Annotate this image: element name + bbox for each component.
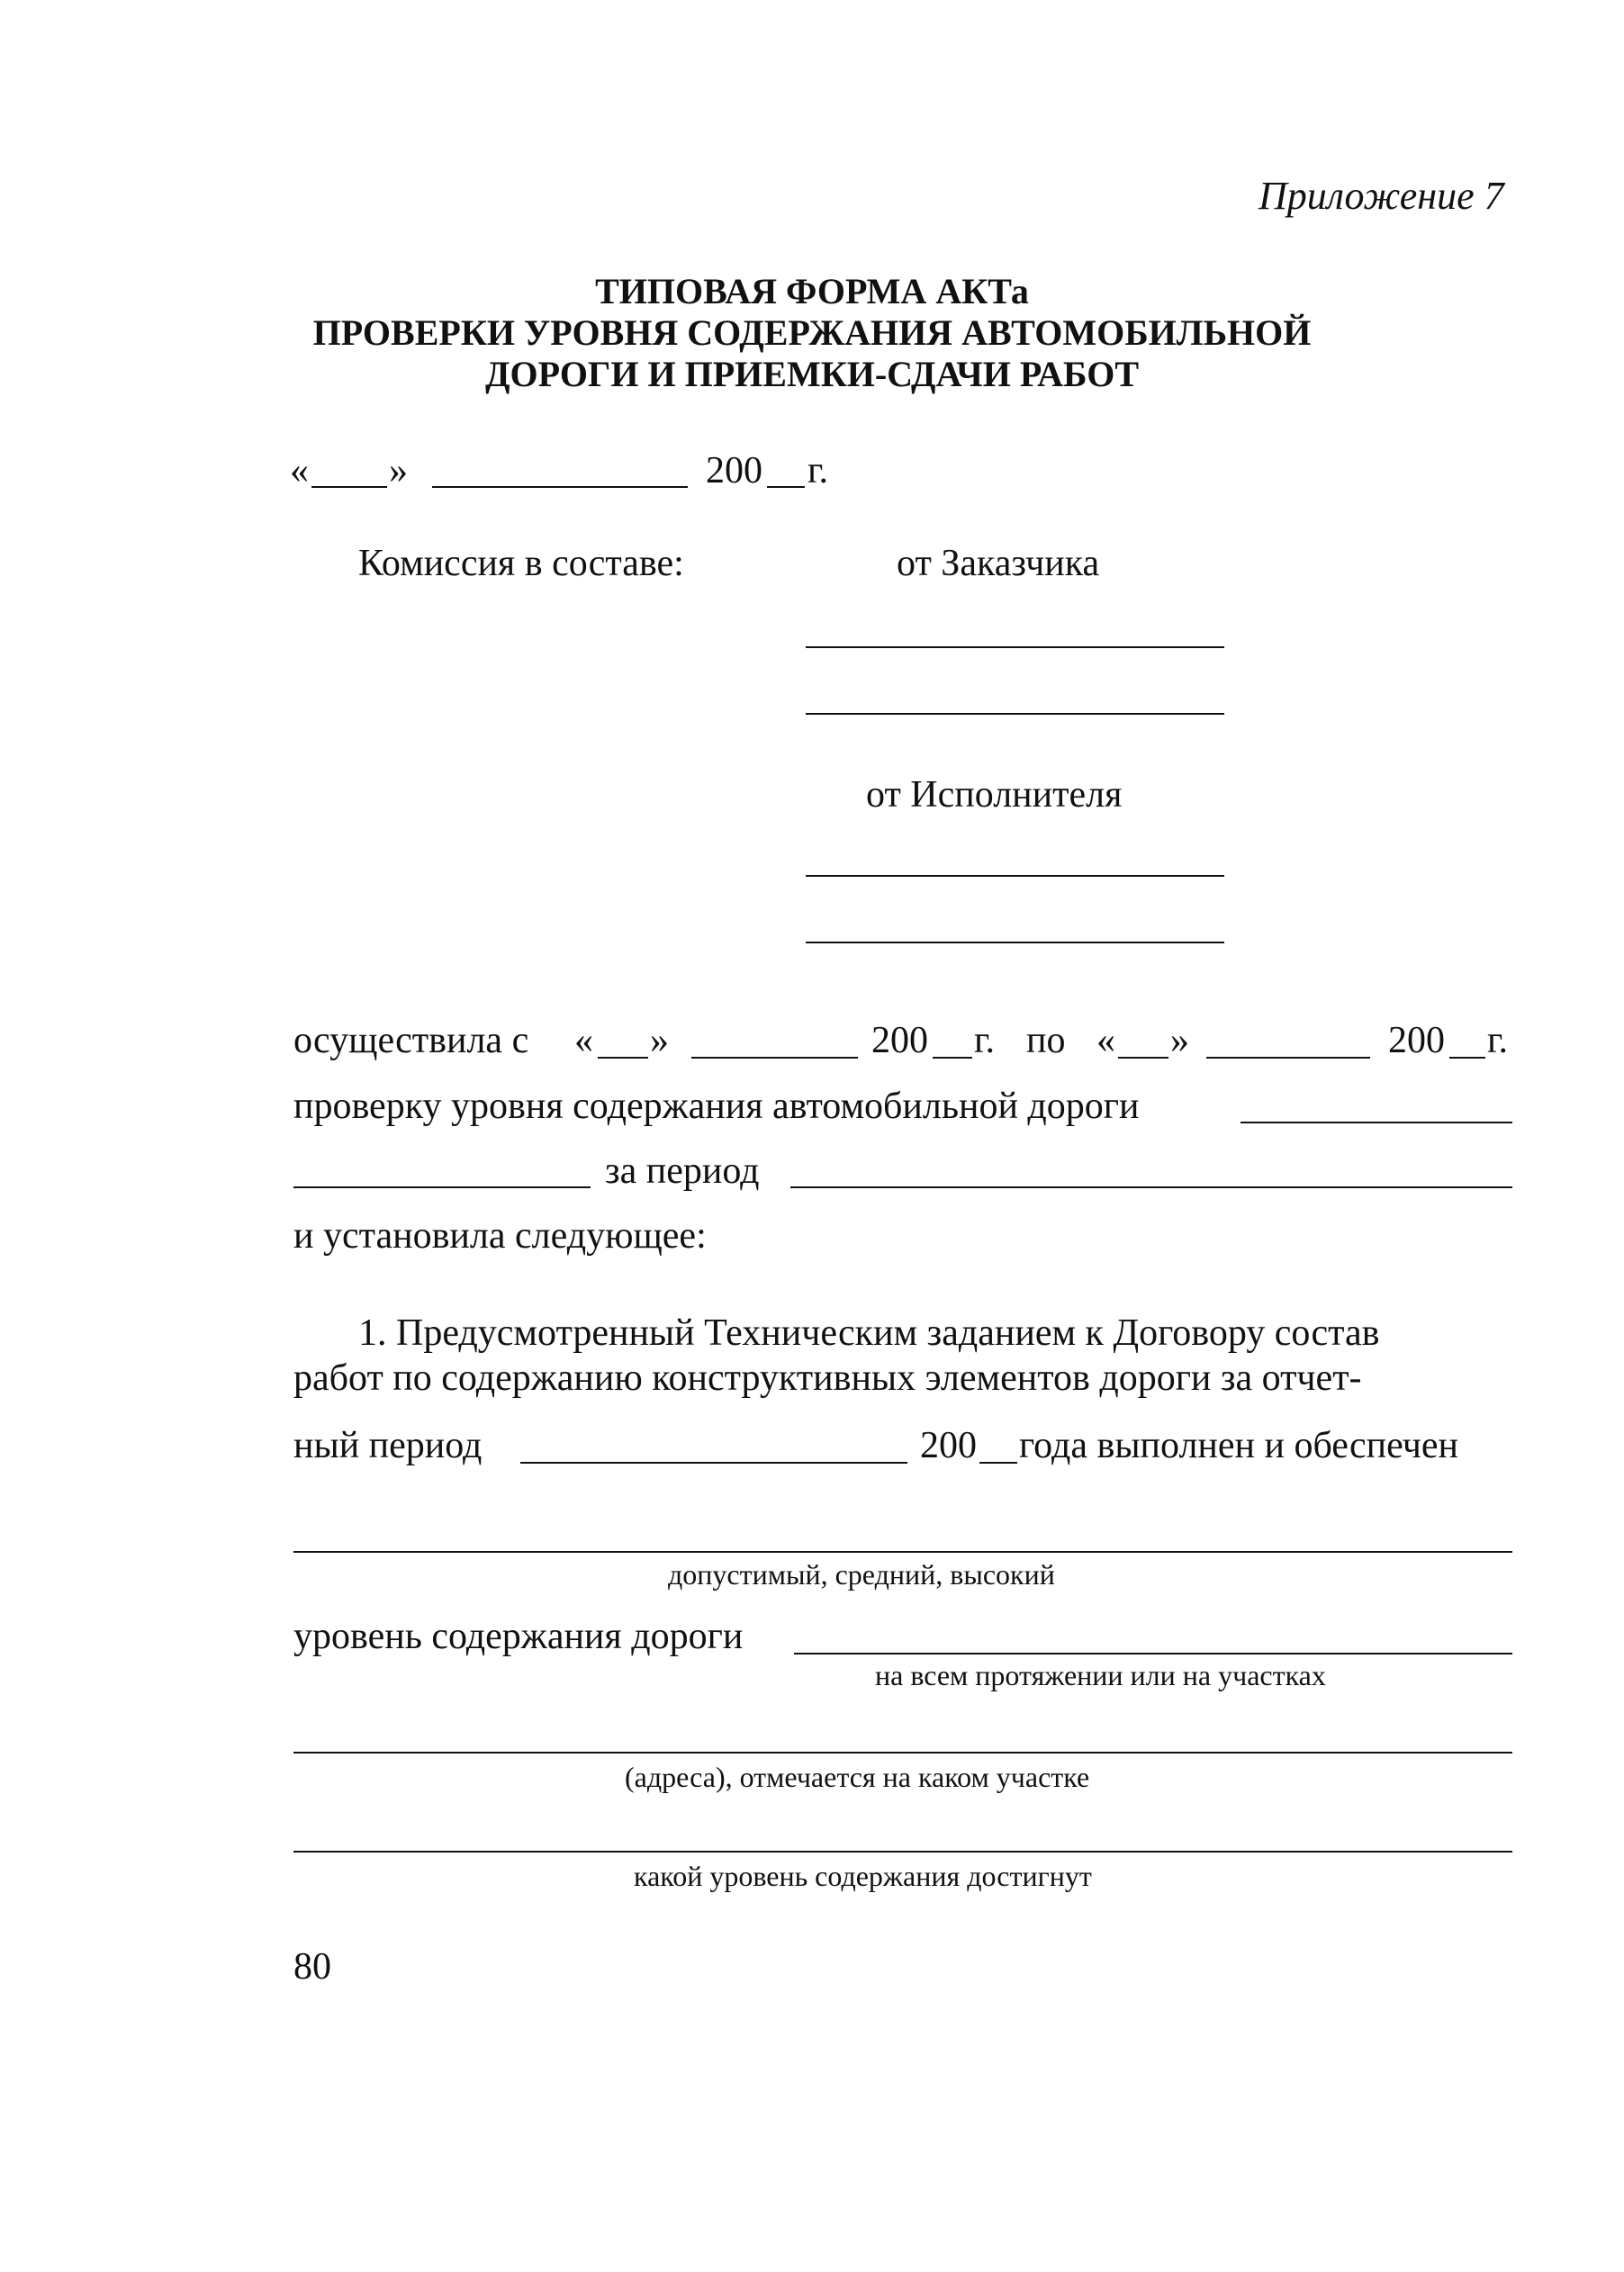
item1-line-1: 1. Предусмотренный Техническим заданием к Договору состав [358,1312,1380,1354]
title-line-3: ДОРОГИ И ПРИЕМКИ-СДАЧИ РАБОТ [484,354,1139,394]
level-options-hint: допустимый, средний, высокий [668,1558,1055,1591]
from-year-prefix: 200 [871,1020,928,1061]
road-name-continued-blank[interactable] [293,1186,591,1188]
date-year-suffix: г. [807,450,828,491]
to-year-prefix: 200 [1388,1020,1445,1061]
commission-label: Комиссия в составе: [358,543,684,584]
title-line-2: ПРОВЕРКИ УРОВНЯ СОДЕРЖАНИЯ АВТОМОБИЛЬНОЙ [312,312,1312,353]
date-day-blank[interactable] [311,486,387,488]
customer-member-1-blank[interactable] [806,646,1224,648]
achieved-level-blank[interactable] [293,1851,1512,1853]
period-blank[interactable] [790,1186,1512,1188]
from-year-suffix: г. [974,1020,995,1061]
whole-or-sections-hint: на всем протяжении или на участках [875,1659,1326,1691]
road-level-blank[interactable] [794,1653,1512,1654]
from-open-quote: « [574,1020,593,1061]
from-day-blank[interactable] [598,1057,648,1059]
from-contractor-label: от Исполнителя [866,774,1123,816]
check-road-label: проверку уровня содержания автомобильной дороги [293,1086,1140,1127]
to-open-quote: « [1096,1020,1115,1061]
item1-line-3-end: года выполнен и обеспечен [1019,1425,1458,1466]
date-month-blank[interactable] [432,486,688,488]
established-label: и установила следующее: [293,1215,707,1257]
contractor-member-1-blank[interactable] [806,875,1224,877]
to-day-blank[interactable] [1118,1057,1168,1059]
reporting-period-blank[interactable] [520,1462,907,1464]
performed-from-label: осуществила с [293,1020,529,1061]
date-year-blank[interactable] [767,486,805,488]
road-level-label: уровень содержания дороги [293,1616,744,1657]
date-year-prefix: 200 [706,450,762,491]
item1-year-blank[interactable] [979,1462,1017,1464]
item1-line-2: работ по содержанию конструктивных элементов дороги за отчет- [293,1357,1362,1399]
addresses-blank[interactable] [293,1752,1512,1754]
to-month-blank[interactable] [1206,1057,1370,1059]
to-close-quote: » [1170,1020,1189,1061]
achieved-hint: какой уровень содержания достигнут [634,1860,1092,1892]
page-number: 80 [293,1946,331,1988]
from-close-quote: » [650,1020,669,1061]
addresses-hint: (адреса), отмечается на каком участке [625,1761,1090,1793]
to-year-blank[interactable] [1449,1057,1485,1059]
item1-year-prefix: 200 [920,1425,977,1466]
item1-line-3-start: ный период [293,1425,483,1466]
for-period-label: за период [605,1150,760,1192]
to-label: по [1026,1020,1066,1061]
customer-member-2-blank[interactable] [806,713,1224,715]
date-close-quote: » [389,450,408,491]
title-line-1: ТИПОВАЯ ФОРМА АКТа [595,271,1029,311]
from-month-blank[interactable] [691,1057,858,1059]
level-blank[interactable] [293,1551,1512,1553]
contractor-member-2-blank[interactable] [806,942,1224,943]
date-open-quote: « [290,450,309,491]
to-year-suffix: г. [1487,1020,1508,1061]
from-year-blank[interactable] [933,1057,972,1059]
appendix-label: Приложение 7 [1259,174,1504,218]
from-customer-label: от Заказчика [897,543,1100,584]
road-name-blank[interactable] [1241,1122,1512,1123]
